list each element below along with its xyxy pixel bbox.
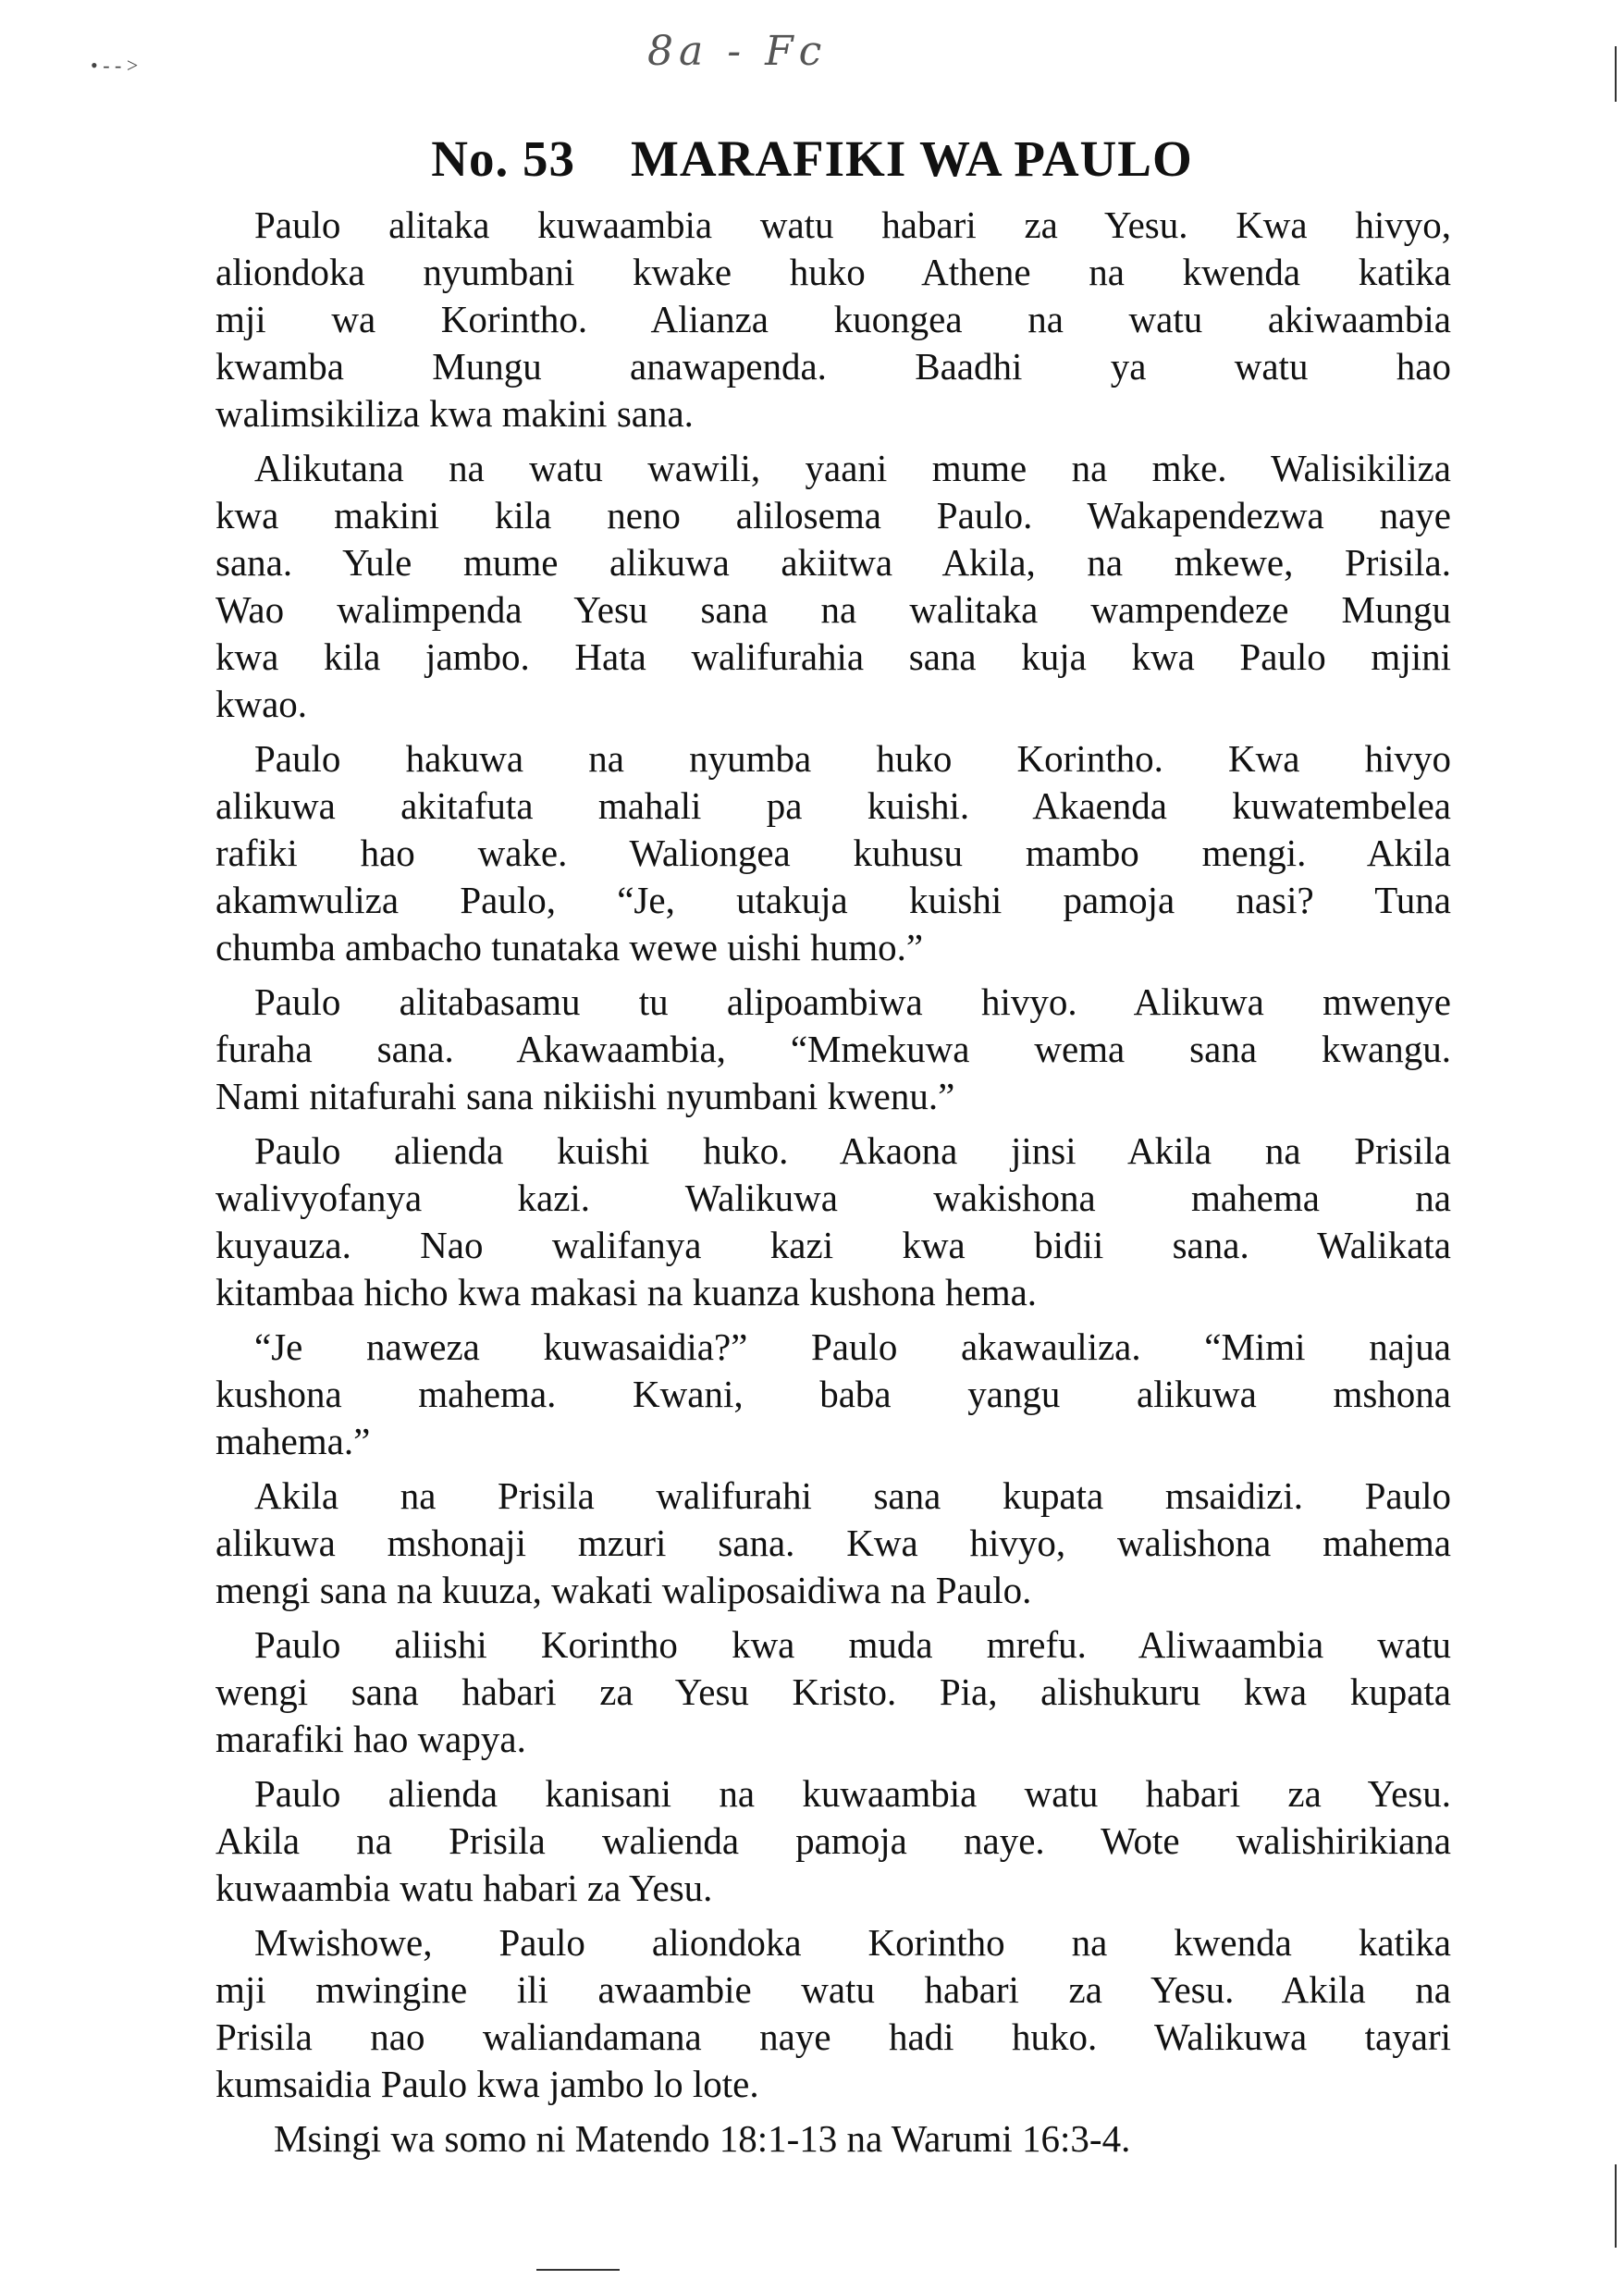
text-line: furaha sana. Akawaambia, “Mmekuwa wema sana kwangu. <box>215 1028 1451 1070</box>
handwritten-note: 8a - Fc <box>647 28 828 75</box>
text-line: Paulo aliishi Korintho kwa muda mrefu. Aliwaambia watu <box>254 1623 1451 1666</box>
text-line: Mwishowe, Paulo aliondoka Korintho na kwenda katika <box>254 1921 1451 1964</box>
text-line: marafiki hao wapya. <box>215 1718 526 1760</box>
text-line: wengi sana habari za Yesu Kristo. Pia, alishukuru kwa kupata <box>215 1670 1451 1713</box>
text-line: alikuwa mshonaji mzuri sana. Kwa hivyo, walishona mahema <box>215 1522 1451 1564</box>
paragraph <box>215 1770 1451 1912</box>
text-line: chumba ambacho tunataka wewe uishi humo.” <box>215 926 924 968</box>
text-line: alikuwa akitafuta mahali pa kuishi. Akaenda kuwatembelea <box>215 784 1451 827</box>
text-line: Paulo alitabasamu tu alipoambiwa hivyo. Alikuwa mwenye <box>254 980 1451 1023</box>
text-line: rafiki hao wake. Waliongea kuhusu mambo mengi. Akila <box>215 832 1451 874</box>
text-line: “Je naweza kuwasaidia?” Paulo akawauliza. “Mimi najua <box>254 1325 1451 1368</box>
text-line: Alikutana na watu wawili, yaani mume na mke. Walisikiliza <box>254 447 1451 489</box>
text-line: kwa kila jambo. Hata walifurahia sana kuja kwa Paulo mjini <box>215 635 1451 678</box>
page-title <box>0 129 1624 188</box>
paragraph <box>215 979 1451 1120</box>
text-line: akamwuliza Paulo, “Je, utakuja kuishi pamoja nasi? Tuna <box>215 879 1451 921</box>
paragraph <box>215 1324 1451 1465</box>
text-line: kuwaambia watu habari za Yesu. <box>215 1867 713 1909</box>
paragraph <box>215 1473 1451 1614</box>
text-line: kushona mahema. Kwani, baba yangu alikuwa mshona <box>215 1373 1451 1415</box>
text-line: Paulo alienda kanisani na kuwaambia watu habari za Yesu. <box>254 1772 1451 1815</box>
text-line: Akila na Prisila walienda pamoja naye. Wote walishirikiana <box>215 1819 1451 1862</box>
scripture-reference: Msingi wa somo ni Matendo 18:1-13 na Warumi 16:3-4. <box>274 2117 1131 2160</box>
text-line: Paulo aliendа kuishi huko. Akaona jinsi Akila na Prisila <box>254 1129 1451 1172</box>
lesson-number: No. 53 <box>431 130 575 187</box>
text-line: kumsaidia Paulo kwa jambo lo lote. <box>215 2063 759 2105</box>
text-line: walimsikiliza kwa makini sana. <box>215 392 694 435</box>
text-line: kuyauza. Nao walifanya kazi kwa bidii sana. Walikata <box>215 1224 1451 1266</box>
scan-edge-mark <box>1615 2164 1617 2248</box>
text-line: mji wa Korintho. Alianza kuongea na watu akiwaambia <box>215 298 1451 340</box>
paragraph <box>215 1919 1451 2108</box>
paragraph <box>215 1128 1451 1316</box>
text-line: Nami nitafurahi sana nikiishi nyumbani kwenu.” <box>215 1075 955 1117</box>
text-line: walivyofanya kazi. Walikuwa wakishona mahema na <box>215 1177 1451 1219</box>
text-line: Wao walimpenda Yesu sana na walitaka wampendeze Mungu <box>215 588 1451 631</box>
text-line: kwa makini kila neno alilosema Paulo. Wakapendezwa naye <box>215 494 1451 536</box>
text-line: Prisila nao waliandamana naye hadi huko. Walikuwa tayari <box>215 2015 1451 2058</box>
text-line: kwamba Mungu anawapenda. Baadhi ya watu hao <box>215 345 1451 388</box>
text-line: Paulo alitaka kuwaambia watu habari za Yesu. Kwa hivyo, <box>254 203 1451 246</box>
text-line: mahema.” <box>215 1420 371 1462</box>
lesson-body <box>215 202 1451 2163</box>
text-line: mji mwingine ili awaambie watu habari za Yesu. Akila na <box>215 1968 1451 2011</box>
paragraph <box>215 735 1451 971</box>
text-line: kwao. <box>215 683 308 725</box>
text-line: aliondoka nyumbani kwake huko Athene na kwenda katika <box>215 251 1451 293</box>
paragraph <box>215 1621 1451 1763</box>
paragraph <box>215 202 1451 438</box>
text-line: Akila na Prisila walifurahi sana kupata msaidizi. Paulo <box>254 1474 1451 1517</box>
text-line: sana. Yule mume alikuwa akiitwa Akila, na mkewe, Prisila. <box>215 541 1451 584</box>
scan-edge-mark <box>1615 46 1617 102</box>
lesson-title: MARAFIKI WA PAULO <box>630 130 1193 187</box>
text-line: mengi sana na kuuza, wakati waliposaidiwa na Paulo. <box>215 1569 1032 1611</box>
bottom-rule <box>536 2269 620 2271</box>
paragraph <box>215 445 1451 728</box>
text-line: Paulo hakuwa na nyumba huko Korintho. Kwa hivyo <box>254 737 1451 780</box>
scan-mark: • - - ˃ <box>91 54 139 77</box>
text-line: kitambaa hicho kwa makasi na kuanza kushona hema. <box>215 1271 1038 1313</box>
